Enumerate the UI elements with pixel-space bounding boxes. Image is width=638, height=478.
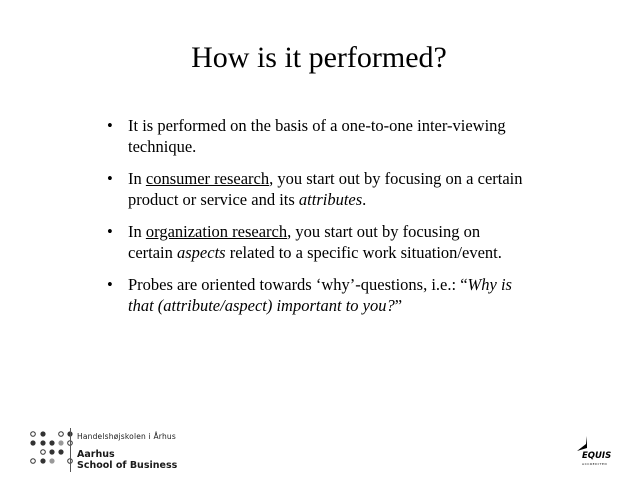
underlined-term: organization research bbox=[145, 222, 288, 241]
text-segment: , you start out by focusing on certain bbox=[128, 222, 481, 262]
school-name-line1: Aarhus bbox=[77, 449, 115, 460]
text-segment: ” bbox=[394, 296, 403, 315]
text-segment: related to a specific work situation/event. bbox=[225, 243, 502, 262]
text-segment: In bbox=[128, 169, 146, 188]
text-segment: . bbox=[362, 190, 367, 209]
bullet-text bbox=[128, 169, 523, 209]
equis-swoosh-icon bbox=[573, 432, 613, 468]
bullet-text bbox=[128, 275, 512, 315]
bullet-text bbox=[128, 222, 502, 262]
bullet-text bbox=[128, 116, 506, 156]
bullet-item bbox=[107, 221, 527, 263]
text-segment: It is performed on the basis of a one-to-one inter-viewing technique. bbox=[128, 116, 506, 156]
bullet-item bbox=[107, 115, 527, 157]
bullet-item bbox=[107, 168, 527, 210]
bullet-marker: • bbox=[107, 222, 113, 241]
equis-accredited: ACCREDITED bbox=[582, 462, 608, 466]
underlined-term: consumer research bbox=[145, 169, 270, 188]
school-logo-dots-icon bbox=[30, 431, 74, 467]
bullet-list bbox=[107, 115, 527, 327]
italic-term: aspects bbox=[177, 243, 226, 262]
equis-wordmark: EQUIS bbox=[582, 451, 612, 461]
school-name-line2: School of Business bbox=[77, 460, 178, 471]
school-name bbox=[77, 432, 177, 471]
slide-title: How is it performed? bbox=[191, 41, 447, 74]
bullet-item bbox=[107, 274, 527, 316]
italic-term: Why is that (attribute/aspect) important to you? bbox=[128, 275, 512, 315]
logo-divider bbox=[70, 428, 71, 472]
school-name-danish: Handelshøjskolen i Århus bbox=[77, 432, 176, 441]
bullet-marker: • bbox=[107, 169, 113, 188]
bullet-marker: • bbox=[107, 275, 113, 294]
italic-term: attributes bbox=[298, 190, 363, 209]
equis-accreditation-logo bbox=[573, 432, 613, 468]
bullet-marker: • bbox=[107, 116, 113, 135]
text-segment: In bbox=[128, 222, 146, 241]
text-segment: Probes are oriented towards ‘why’-questions, i.e.: “ bbox=[128, 275, 468, 294]
text-segment: , you start out by focusing on a certain product or service and its bbox=[128, 169, 523, 209]
